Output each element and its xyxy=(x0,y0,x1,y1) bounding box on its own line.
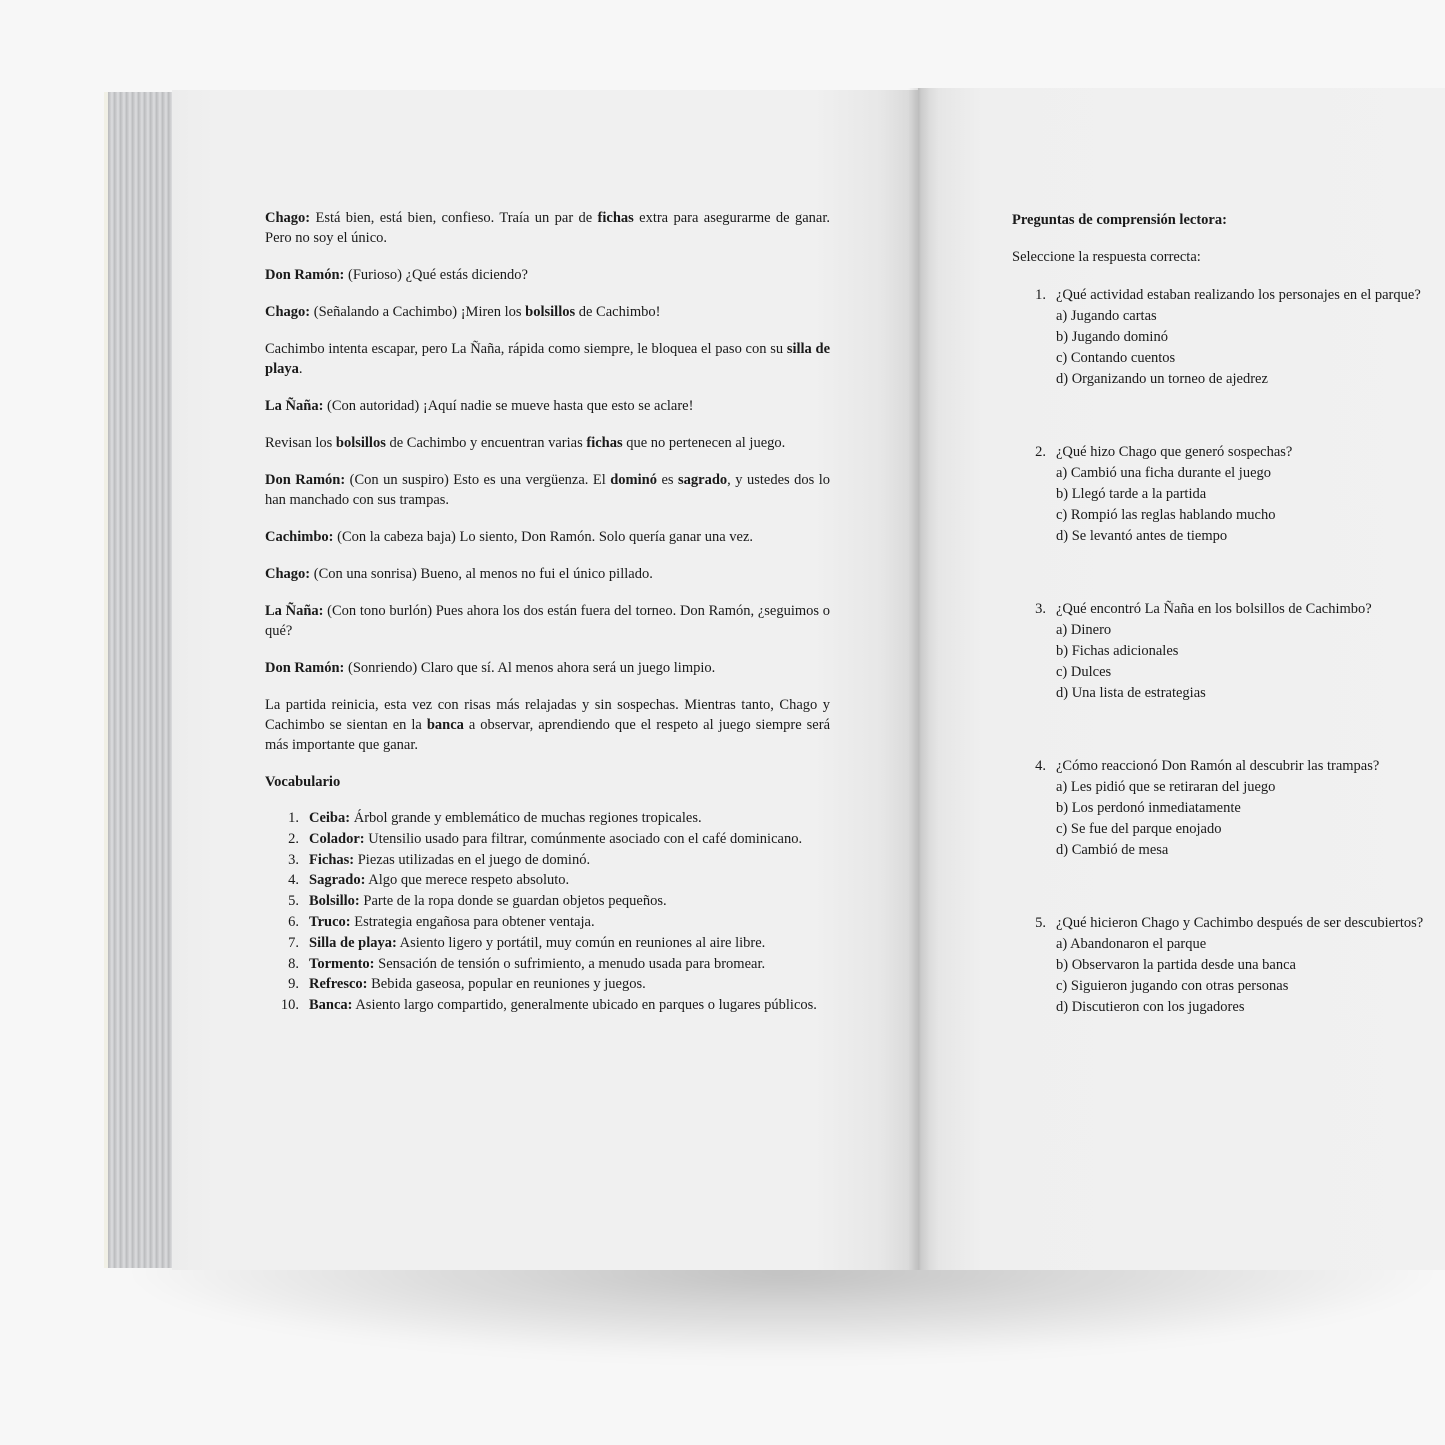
vocabulary-item xyxy=(265,995,830,1016)
dialogue-text: (Con tono burlón) Pues ahora los dos están fuera del torneo. Don Ramón, ¿seguimos o qué? xyxy=(265,603,830,639)
answer-option: a) Les pidió que se retiraran del juego xyxy=(1056,779,1276,795)
dialogue-text: (Con una sonrisa) Bueno, al menos no fui el único pillado. xyxy=(310,566,653,582)
question-text: ¿Qué actividad estaban realizando los personajes en el parque? xyxy=(1056,287,1421,303)
dialogue-paragraph xyxy=(265,658,830,678)
vocabulary-definition: Bebida gaseosa, popular en reuniones y juegos. xyxy=(367,976,646,993)
question-item xyxy=(1012,285,1445,390)
answer-option: d) Se levantó antes de tiempo xyxy=(1056,528,1228,544)
dialogue-text: (Con un suspiro) Esto es una vergüenza. El xyxy=(345,472,611,488)
vocabulary-heading: Vocabulario xyxy=(265,774,341,790)
answer-option: a) Dinero xyxy=(1056,622,1112,638)
vocabulary-term: Silla de playa: xyxy=(309,934,397,951)
vocabulary-number: 2. xyxy=(288,830,299,847)
vocabulary-term: Ceiba: xyxy=(309,810,351,826)
dialogue-paragraph xyxy=(265,433,830,453)
vocabulary-list xyxy=(265,808,830,1016)
speaker-name: Chago: xyxy=(265,210,311,226)
questions-instruction: Seleccione la respuesta correcta: xyxy=(1012,249,1201,265)
vocabulary-number: 9. xyxy=(288,976,299,993)
answer-option: b) Observaron la partida desde una banca xyxy=(1056,957,1296,973)
dialogue-paragraph xyxy=(265,302,830,322)
dialogue-paragraph xyxy=(265,601,830,641)
dialogue-text: (Furioso) ¿Qué estás diciendo? xyxy=(344,267,528,283)
speaker-name: Don Ramón: xyxy=(265,472,346,488)
question-item xyxy=(1012,599,1445,704)
vocabulary-term: Colador: xyxy=(309,830,365,847)
book-gutter xyxy=(908,88,930,1270)
dialogue-text: extra para asegurarme de ganar. Pero no soy el único. xyxy=(265,210,830,246)
answer-option: c) Dulces xyxy=(1056,664,1112,680)
vocabulary-item xyxy=(265,808,830,829)
vocabulary-definition: Estrategia engañosa para obtener ventaja. xyxy=(350,913,595,930)
vocabulary-item xyxy=(265,954,830,975)
vocabulary-item xyxy=(265,912,830,933)
dialogue-text: (Sonriendo) Claro que sí. Al menos ahora será un juego limpio. xyxy=(344,660,716,676)
vocabulary-definition: Árbol grande y emblemático de muchas regiones tropicales. xyxy=(350,810,702,826)
question-text: ¿Qué hizo Chago que generó sospechas? xyxy=(1056,444,1293,460)
speaker-name: Don Ramón: xyxy=(265,660,345,676)
question-number: 1. xyxy=(1035,287,1046,303)
dialogue-text: es xyxy=(656,472,678,488)
dialogue-text: de Cachimbo! xyxy=(575,304,661,320)
answer-option: a) Cambió una ficha durante el juego xyxy=(1056,465,1272,481)
bold-term: bolsillos xyxy=(525,304,576,320)
answer-option: c) Contando cuentos xyxy=(1056,350,1176,366)
answer-option: b) Los perdonó inmediatamente xyxy=(1056,800,1241,816)
dialogue-text: (Con la cabeza baja) Lo siento, Don Ramón. Solo quería ganar una vez. xyxy=(333,529,754,545)
question-number: 4. xyxy=(1035,758,1046,774)
dialogue-text: La partida reinicia, esta vez con risas más relajadas y sin sospechas. Mientras tanto, Chago y Cachimbo se sientan en la xyxy=(265,697,830,733)
answer-option: c) Siguieron jugando con otras personas xyxy=(1056,978,1289,994)
vocabulary-item xyxy=(265,891,830,912)
question-text: ¿Cómo reaccionó Don Ramón al descubrir las trampas? xyxy=(1056,758,1380,774)
vocabulary-definition: Asiento largo compartido, generalmente ubicado en parques o lugares públicos. xyxy=(352,997,817,1014)
dialogue-text: Revisan los xyxy=(265,435,336,451)
dialogue-paragraph xyxy=(265,470,830,510)
dialogue-text: de Cachimbo y encuentran varias xyxy=(385,435,587,451)
dialogue-paragraph xyxy=(265,695,830,755)
bold-term: banca xyxy=(426,717,464,733)
dialogue-text: que no pertenecen al juego. xyxy=(622,435,786,451)
answer-option: d) Organizando un torneo de ajedrez xyxy=(1056,371,1268,387)
vocabulary-number: 4. xyxy=(288,872,299,889)
vocabulary-item xyxy=(265,829,830,850)
bold-term: fichas xyxy=(597,210,634,226)
question-item xyxy=(1012,913,1445,1018)
vocabulary-item xyxy=(265,850,830,871)
vocabulary-definition: Sensación de tensión o sufrimiento, a menudo usada para bromear. xyxy=(374,955,766,972)
vocabulary-item xyxy=(265,870,830,891)
vocabulary-number: 7. xyxy=(288,934,299,951)
vocabulary-item xyxy=(265,974,830,995)
answer-option: a) Jugando cartas xyxy=(1056,308,1157,324)
dialogue-text: . xyxy=(298,361,303,377)
vocabulary-definition: Parte de la ropa donde se guardan objetos pequeños. xyxy=(359,893,667,910)
vocabulary-number: 6. xyxy=(288,913,299,930)
answer-option: c) Se fue del parque enojado xyxy=(1056,821,1222,837)
speaker-name: Don Ramón: xyxy=(265,267,345,283)
dialogue-paragraph xyxy=(265,265,830,285)
bold-term: fichas xyxy=(586,435,623,451)
dialogue-paragraph xyxy=(265,339,830,379)
speaker-name: Chago: xyxy=(265,304,311,320)
vocabulary-term: Banca: xyxy=(309,997,353,1014)
dialogue-paragraph xyxy=(265,564,830,584)
vocabulary-number: 8. xyxy=(288,955,299,972)
dialogue-paragraph xyxy=(265,396,830,416)
bold-term: bolsillos xyxy=(335,435,386,451)
answer-option: b) Fichas adicionales xyxy=(1056,643,1179,659)
answer-option: d) Una lista de estrategias xyxy=(1056,685,1206,701)
dialogue-text: , y ustedes dos lo han manchado con sus trampas. xyxy=(265,472,830,508)
answer-option: c) Rompió las reglas hablando mucho xyxy=(1056,507,1276,523)
bold-term: sagrado xyxy=(678,472,728,488)
dialogue-text: a observar, aprendiendo que el respeto al juego siempre será más importante que ganar. xyxy=(265,717,830,753)
vocabulary-term: Bolsillo: xyxy=(309,893,360,910)
questions-heading: Preguntas de comprensión lectora: xyxy=(1012,212,1227,228)
question-number: 2. xyxy=(1035,444,1046,460)
vocabulary-number: 1. xyxy=(288,810,299,826)
left-page-content xyxy=(265,208,830,1016)
dialogue-text: (Con autoridad) ¡Aquí nadie se mueve hasta que esto se aclare! xyxy=(323,398,694,414)
question-number: 5. xyxy=(1035,915,1046,931)
vocabulary-number: 10. xyxy=(280,997,299,1014)
answer-option: d) Discutieron con los jugadores xyxy=(1056,999,1245,1015)
answer-option: b) Jugando dominó xyxy=(1056,329,1168,345)
speaker-name: Chago: xyxy=(265,566,311,582)
vocabulary-term: Truco: xyxy=(309,913,351,930)
dialogue-section xyxy=(265,208,830,755)
question-text: ¿Qué encontró La Ñaña en los bolsillos de Cachimbo? xyxy=(1056,601,1372,617)
vocabulary-term: Fichas: xyxy=(309,851,355,868)
answer-option: b) Llegó tarde a la partida xyxy=(1056,486,1207,502)
questions-list xyxy=(1012,285,1445,1018)
book-page-edges xyxy=(104,92,180,1268)
vocabulary-definition: Algo que merece respeto absoluto. xyxy=(365,872,570,889)
vocabulary-definition: Piezas utilizadas en el juego de dominó. xyxy=(354,851,591,868)
right-page-content xyxy=(1012,210,1445,1070)
dialogue-paragraph xyxy=(265,527,830,547)
vocabulary-definition: Asiento ligero y portátil, muy común en reuniones al aire libre. xyxy=(396,934,766,951)
vocabulary-term: Refresco: xyxy=(309,976,368,993)
speaker-name: La Ñaña: xyxy=(265,398,324,414)
dialogue-text: Cachimbo intenta escapar, pero La Ñaña, rápida como siempre, le bloquea el paso con su xyxy=(265,341,787,357)
question-item xyxy=(1012,442,1445,547)
vocabulary-item xyxy=(265,933,830,954)
vocabulary-term: Tormento: xyxy=(309,955,375,972)
dialogue-paragraph xyxy=(265,208,830,248)
speaker-name: Cachimbo: xyxy=(265,529,334,545)
bold-term: dominó xyxy=(610,472,657,488)
vocabulary-definition: Utensilio usado para filtrar, comúnmente asociado con el café dominicano. xyxy=(364,830,803,847)
dialogue-text: Está bien, está bien, confieso. Traía un par de xyxy=(310,210,598,226)
question-number: 3. xyxy=(1035,601,1046,617)
question-item xyxy=(1012,756,1445,861)
vocabulary-term: Sagrado: xyxy=(309,872,366,889)
answer-option: a) Abandonaron el parque xyxy=(1056,936,1207,952)
vocabulary-number: 3. xyxy=(288,851,299,868)
vocabulary-number: 5. xyxy=(288,893,299,910)
dialogue-text: (Señalando a Cachimbo) ¡Miren los xyxy=(310,304,526,320)
question-text: ¿Qué hicieron Chago y Cachimbo después de ser descubiertos? xyxy=(1056,915,1424,931)
speaker-name: La Ñaña: xyxy=(265,603,324,619)
bold-term: silla de playa xyxy=(265,341,831,377)
answer-option: d) Cambió de mesa xyxy=(1056,842,1169,858)
